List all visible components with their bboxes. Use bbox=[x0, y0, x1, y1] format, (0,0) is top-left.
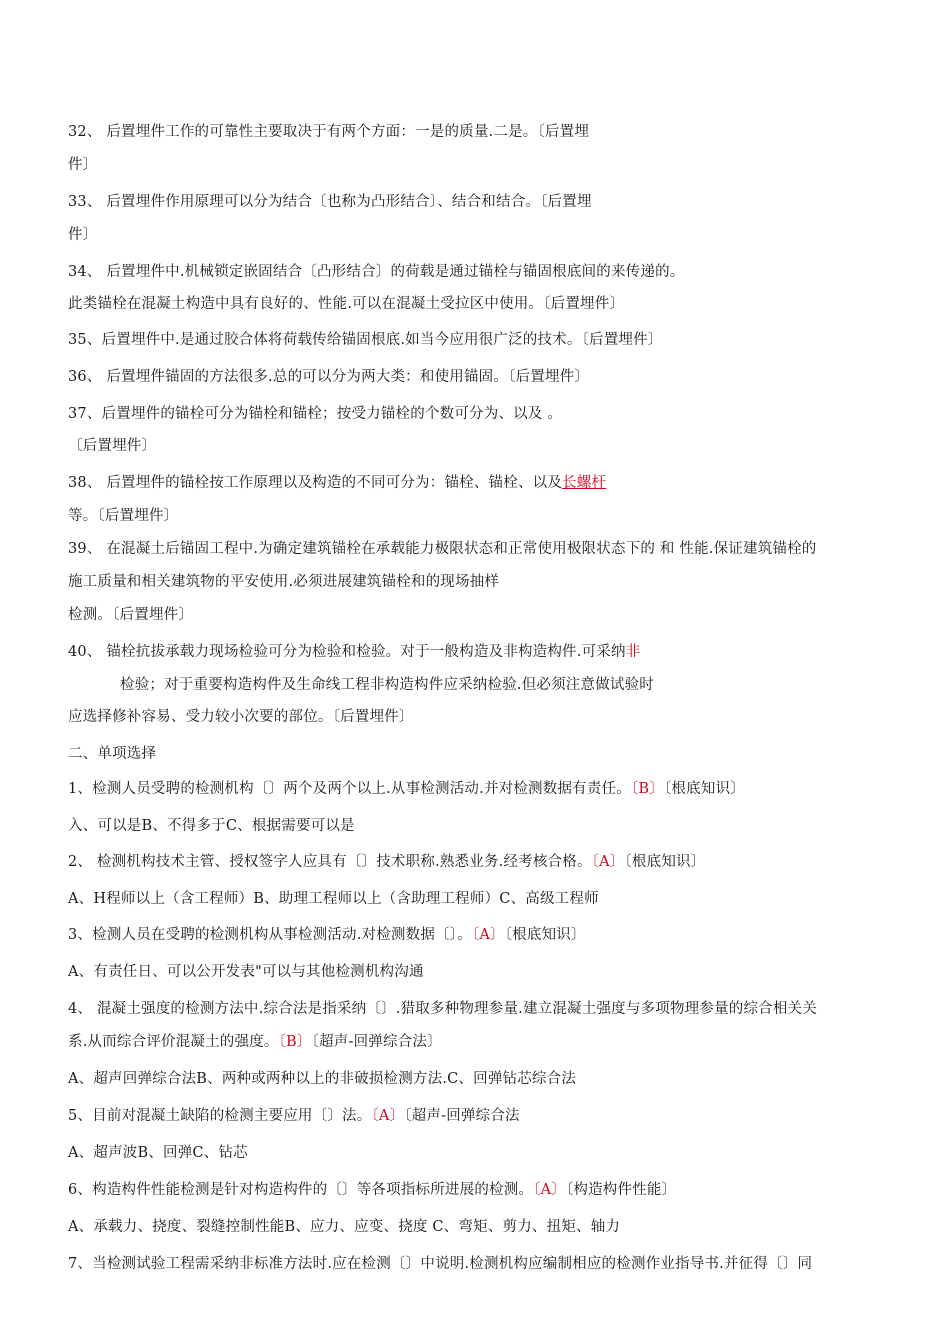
answer-mark: 〔A〕 bbox=[591, 854, 625, 870]
answer-mark: 〔B〕 bbox=[278, 1034, 312, 1050]
mc-options-4: A、超声回弹综合法B、两种或两种以上的非破损检测方法.C、回弹钻芯综合法 bbox=[68, 1071, 577, 1087]
mc-options-6: A、承载力、挠度、裂缝控制性能B、应力、应变、挠度 C、弯矩、剪力、扭矩、轴力 bbox=[68, 1219, 621, 1235]
question-38-line2: 等。〔后置埋件〕 bbox=[68, 508, 179, 524]
highlighted-answer: 非 bbox=[625, 644, 641, 660]
answer-mark: 〔A〕 bbox=[471, 927, 505, 943]
question-39-line1: 39、 在混凝土后锚固工程中.为确定建筑锚栓在承载能力极限状态和正常使用极限状态下的 和 性能.保证建筑锚栓的 bbox=[68, 541, 817, 557]
mc-options-1: 入、可以是B、不得多于C、根据需要可以是 bbox=[68, 818, 355, 834]
mc-question-6: 6、构造构件性能检测是针对构造构件的〔〕等各项指标所进展的检测。〔A〕〔构造构件性能〕 bbox=[68, 1182, 677, 1198]
question-34-line2: 此类锚栓在混凝土构造中具有良好的、性能.可以在混凝土受拉区中使用。〔后置埋件〕 bbox=[68, 296, 625, 312]
mc-question-2: 2、 检测机构技术主管、授权签字人应具有〔〕技术职称.熟悉业务.经考核合格。〔A〕〔根底知识〕 bbox=[68, 854, 706, 870]
mc-question-7: 7、当检测试验工程需采纳非标准方法时.应在检测〔〕中说明.检测机构应编制相应的检测作业指导书.并征得〔〕同 bbox=[68, 1256, 813, 1272]
mc-options-2: A、H程师以上（含工程师）B、助理工程师以上（含助理工程师）C、高级工程师 bbox=[68, 891, 599, 907]
mc-options-3: A、有责任日、可以公开发表"可以与其他检测机构沟通 bbox=[68, 964, 424, 980]
answer-mark: 〔B〕 bbox=[630, 781, 664, 797]
highlighted-answer: 长螺杆 bbox=[562, 475, 607, 491]
answer-mark: 〔A〕 bbox=[371, 1108, 405, 1124]
question-35: 35、后置埋件中.是通过胶合体将荷载传给锚固根底.如当今应用很广泛的技术。〔后置埋件〕 bbox=[68, 332, 663, 348]
question-33-line1: 33、 后置埋件作用原理可以分为结合〔也称为凸形结合〕、结合和结合。〔后置埋 bbox=[68, 194, 592, 210]
question-36: 36、 后置埋件锚固的方法很多.总的可以分为两大类：和使用锚固。〔后置埋件〕 bbox=[68, 369, 590, 385]
question-38-line1: 38、 后置埋件的锚栓按工作原理以及构造的不同可分为：锚栓、锚栓、以及长螺杆 bbox=[68, 475, 607, 491]
section-heading-single-choice: 二、单项选择 bbox=[68, 746, 157, 762]
question-32-line1: 32、 后置埋件工作的可靠性主要取决于有两个方面：一是的质量.二是。〔后置埋 bbox=[68, 124, 590, 140]
question-40-line3: 应选择修补容易、受力较小次要的部位。〔后置埋件〕 bbox=[68, 709, 414, 725]
question-40-line1: 40、 锚栓抗拔承载力现场检验可分为检验和检验。对于一般构造及非构造构件.可采纳非 bbox=[68, 644, 641, 660]
mc-question-1: 1、检测人员受聘的检测机构〔〕两个及两个以上.从事检测活动.并对检测数据有责任。〔B〕〔根底知识〕 bbox=[68, 781, 745, 797]
mc-question-3: 3、检测人员在受聘的检测机构从事检测活动.对检测数据〔〕。〔A〕〔根底知识〕 bbox=[68, 927, 586, 943]
question-37-line1: 37、后置埋件的锚栓可分为锚栓和锚栓；按受力锚栓的个数可分为、以及 。 bbox=[68, 406, 563, 422]
question-32-line2: 件〕 bbox=[68, 157, 98, 173]
question-33-line2: 件〕 bbox=[68, 227, 98, 243]
mc-question-4-line1: 4、 混凝土强度的检测方法中.综合法是指采纳〔〕.猎取多种物理参量.建立混凝土强度与多项物理参量的综合相关关 bbox=[68, 1001, 817, 1017]
mc-question-5: 5、目前对混凝土缺陷的检测主要应用〔〕法。〔A〕〔超声-回弹综合法 bbox=[68, 1108, 520, 1124]
question-39-line2: 施工质量和相关建筑物的平安使用.必须进展建筑锚栓和的现场抽样 bbox=[68, 574, 500, 590]
mc-question-4-line2: 系.从而综合评价混凝土的强度。〔B〕〔超声-回弹综合法〕 bbox=[68, 1034, 442, 1050]
question-34-line1: 34、 后置埋件中.机械锁定嵌固结合〔凸形结合〕的荷载是通过锚栓与锚固根底间的来传递的。 bbox=[68, 264, 685, 280]
mc-options-5: A、超声波B、回弹C、钻芯 bbox=[68, 1145, 248, 1161]
question-39-line3: 检测。〔后置埋件〕 bbox=[68, 607, 194, 623]
question-37-line2: 〔后置埋件〕 bbox=[68, 438, 157, 454]
question-40-line2: 检验；对于重要构造构件及生命线工程非构造构件应采纳检验.但必须注意做试验时 bbox=[120, 677, 655, 693]
answer-mark: 〔A〕 bbox=[533, 1182, 566, 1198]
